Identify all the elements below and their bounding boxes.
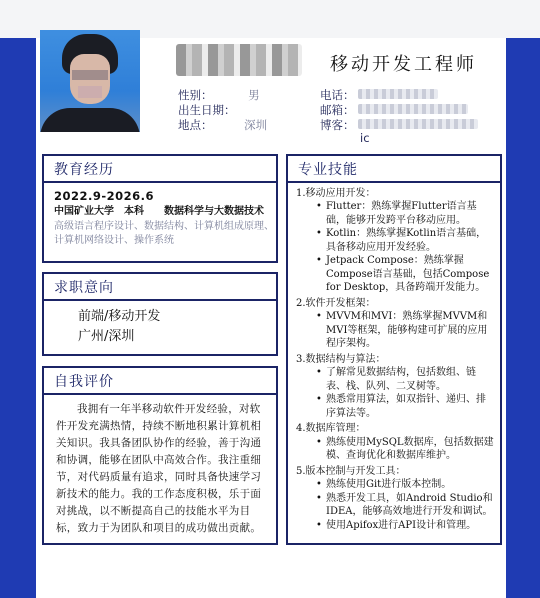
- blog-row: [320, 117, 478, 133]
- skill-item: • 熟悉常用算法，如双指针、递归、排序算法等。: [296, 393, 494, 420]
- education-courses: 高级语言程序设计、数据结构、计算机组成原理、计算机网络设计、操作系统: [54, 220, 274, 246]
- skill-item: • 熟悉开发工具，如Android Studio和IDEA，能够高效地进行开发和调试。: [296, 492, 494, 519]
- skill-item: • 熟练使用Git进行版本控制。: [296, 478, 494, 492]
- skills-section: [286, 154, 502, 545]
- skill-item: • Kotlin：熟练掌握Kotlin语言基础，具备移动应用开发经验。: [296, 227, 494, 254]
- skill-heading: 5.版本控制与开发工具：: [296, 465, 406, 477]
- education-section: [42, 154, 278, 263]
- email-redacted: [358, 104, 468, 114]
- self-eval-title: 自我评价: [54, 374, 114, 390]
- location-value: 深圳: [244, 118, 268, 132]
- phone-redacted: [358, 89, 438, 99]
- self-eval-section: [42, 366, 278, 545]
- skill-item: • Jetpack Compose：熟练掌握Compose语言基础，包括Compose for Desktop，具备跨端开发能力。: [296, 254, 494, 295]
- self-eval-divider: [44, 393, 276, 395]
- intent-title: 求职意向: [54, 280, 114, 296]
- skill-heading: 3.数据结构与算法：: [296, 353, 386, 365]
- right-accent-bar: [506, 38, 540, 598]
- skill-heading: 4.数据库管理：: [296, 423, 366, 434]
- skill-item: • 了解常见数据结构，包括数组、链表、栈、队列、二叉树等。: [296, 366, 494, 393]
- education-date: 2022.9-2026.6: [54, 188, 155, 203]
- skill-item: • MVVM和MVI：熟练掌握MVVM和MVI等框架，能够构建可扩展的应用程序架构。: [296, 310, 494, 351]
- skills-title: 专业技能: [298, 162, 358, 178]
- skills-list: [296, 187, 494, 533]
- location-row: [178, 117, 267, 133]
- intent-section: [42, 272, 278, 356]
- skill-heading: 1.移动应用开发：: [296, 187, 376, 199]
- education-school: 中国矿业大学 本科 数据科学与大数据技术: [54, 205, 264, 217]
- location-label: 地点：: [178, 118, 213, 132]
- job-title: 移动开发工程师: [330, 54, 477, 75]
- gender-row: [178, 87, 260, 103]
- left-accent-bar: [0, 38, 36, 598]
- education-divider: [44, 181, 276, 183]
- skill-item: • Flutter：熟练掌握Flutter语言基础，能够开发跨平台移动应用。: [296, 200, 494, 227]
- gender-value: 男: [248, 88, 260, 102]
- profile-photo: [40, 30, 140, 132]
- education-title: 教育经历: [54, 162, 114, 178]
- email-row: [320, 102, 468, 118]
- blog-redacted: [358, 119, 478, 129]
- blog-tail: ic: [360, 131, 370, 145]
- skill-heading: 2.软件开发框架：: [296, 297, 376, 309]
- skill-item: • 使用Apifox进行API设计和管理。: [296, 519, 494, 533]
- birth-row: [178, 102, 236, 118]
- email-label: 邮箱：: [320, 103, 355, 117]
- skill-item: • 熟练使用MySQL数据库，包括数据建模、查询优化和数据库维护。: [296, 436, 494, 463]
- blog-label: 博客：: [320, 118, 355, 132]
- gender-label: 性别：: [178, 88, 213, 102]
- name-redacted: [176, 44, 302, 76]
- self-eval-text: 我拥有一年半移动软件开发经验，对软件开发充满热情，持续不断地积累计算机相关知识。我具备团队协作的经验，善于沟通和协调，能够在团队中高效合作。我注重细节，对代码质量有追求，同时具备快速学习新技术的能力。我的工作态度积极，乐于面对挑战，以不断提高自己的技能水平为目标，致力于为团队和项目的成功做出贡献。: [56, 402, 262, 534]
- skills-divider: [288, 181, 500, 183]
- intent-role: 前端/移动开发: [78, 308, 161, 324]
- birth-label: 出生日期：: [178, 103, 236, 117]
- phone-row: [320, 87, 438, 103]
- intent-city: 广州/深圳: [78, 328, 135, 344]
- phone-label: 电话：: [320, 88, 355, 102]
